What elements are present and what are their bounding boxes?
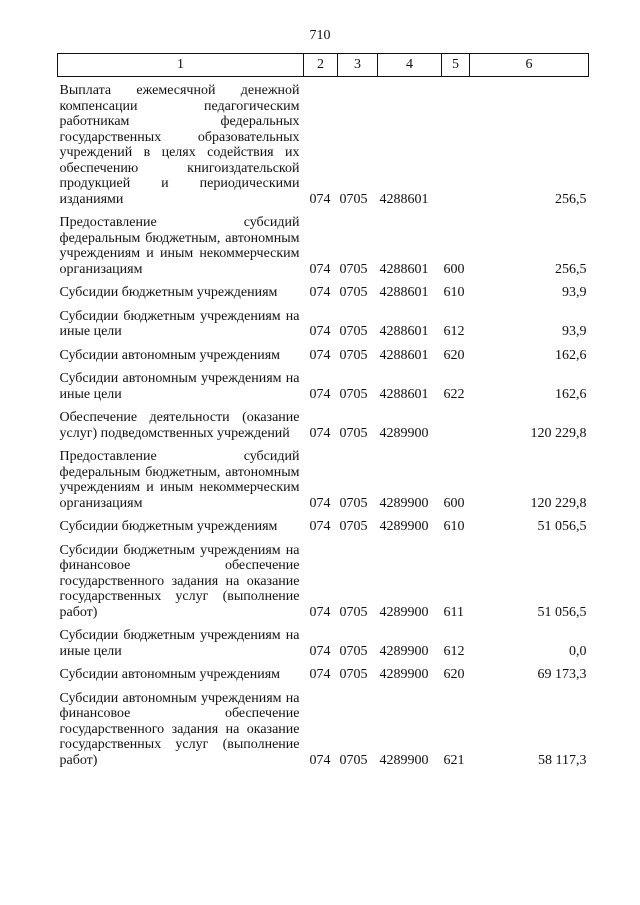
row-expense-type: 612	[443, 643, 465, 659]
row-section-code: 0705	[339, 191, 368, 207]
row-target-code: 4288601	[379, 347, 429, 363]
column-header: 3	[338, 54, 378, 77]
row-name: Обеспечение деятельности (оказание услуг) подведомственных учреждений	[59, 410, 300, 441]
row-amount: 120 229,8	[530, 425, 587, 441]
row-ministry-code: 074	[309, 386, 331, 402]
row-name: Субсидии бюджетным учреждениям	[59, 519, 278, 534]
table-row	[58, 535, 589, 621]
row-name: Субсидии бюджетным учреждениям на иные цели	[59, 628, 300, 659]
column-header: 1	[58, 54, 304, 77]
row-target-code: 4289900	[379, 495, 429, 511]
row-name: Предоставление субсидий федеральным бюджетным, автономным учреждениям и иным некоммерческим организациям	[59, 449, 300, 511]
row-expense-type	[442, 402, 470, 441]
row-name: Субсидии автономным учреждениям на иные цели	[59, 371, 300, 402]
row-amount: 120 229,8	[530, 495, 587, 511]
row-name: Субсидии бюджетным учреждениям на финансовое обеспечение государственного задания на оказание государственных услуг (выполнение работ)	[59, 542, 300, 620]
table-row	[58, 301, 589, 340]
row-ministry-code: 074	[309, 425, 331, 441]
row-target-code: 4289900	[379, 643, 429, 659]
table-row	[58, 683, 589, 769]
row-amount: 51 056,5	[537, 519, 587, 534]
row-amount: 51 056,5	[537, 604, 587, 620]
row-target-code: 4289900	[379, 667, 429, 682]
table-row	[58, 659, 589, 683]
row-amount: 256,5	[555, 191, 587, 207]
row-amount: 162,6	[555, 386, 587, 402]
page-number: 710	[309, 28, 331, 43]
row-name: Субсидии автономным учреждениям	[59, 667, 281, 682]
row-ministry-code: 074	[309, 347, 331, 363]
row-amount: 58 117,3	[538, 752, 587, 768]
row-expense-type: 622	[443, 386, 465, 402]
row-expense-type: 620	[443, 347, 465, 363]
row-ministry-code: 074	[309, 495, 331, 511]
row-section-code: 0705	[339, 604, 368, 620]
row-ministry-code: 074	[309, 191, 331, 207]
table-row	[58, 207, 589, 277]
row-name: Субсидии бюджетным учреждениям на иные цели	[59, 308, 300, 339]
row-section-code: 0705	[339, 425, 368, 441]
row-ministry-code: 074	[309, 519, 331, 534]
table-row	[58, 620, 589, 659]
row-section-code: 0705	[339, 643, 368, 659]
row-target-code: 4289900	[379, 425, 429, 441]
row-section-code: 0705	[339, 386, 368, 402]
row-target-code: 4288601	[379, 285, 429, 300]
row-expense-type: 610	[443, 285, 465, 300]
row-expense-type: 600	[443, 261, 465, 277]
column-header: 4	[378, 54, 442, 77]
row-name: Субсидии автономным учреждениям	[59, 347, 281, 363]
row-target-code: 4289900	[379, 752, 429, 768]
row-expense-type: 620	[443, 667, 465, 682]
row-section-code: 0705	[339, 347, 368, 363]
row-name: Субсидии бюджетным учреждениям	[59, 285, 278, 300]
row-target-code: 4289900	[379, 519, 429, 534]
table-row	[58, 277, 589, 301]
row-target-code: 4288601	[379, 191, 429, 207]
row-target-code: 4288601	[379, 261, 429, 277]
row-target-code: 4289900	[379, 604, 429, 620]
row-ministry-code: 074	[309, 667, 331, 682]
table-row	[58, 402, 589, 441]
row-section-code: 0705	[339, 519, 368, 534]
row-target-code: 4288601	[379, 324, 429, 339]
row-expense-type: 621	[443, 752, 465, 768]
table-row	[58, 77, 589, 208]
row-amount: 0,0	[569, 643, 587, 659]
row-section-code: 0705	[339, 752, 368, 768]
table-row	[58, 363, 589, 402]
row-name: Субсидии автономным учреждениям на финансовое обеспечение государственного задания на оказание государственных услуг (выполнение работ)	[59, 690, 300, 768]
table-row	[58, 340, 589, 364]
row-amount: 162,6	[555, 347, 587, 363]
row-target-code: 4288601	[379, 386, 429, 402]
row-amount: 93,9	[562, 324, 587, 339]
column-header: 5	[442, 54, 470, 77]
row-ministry-code: 074	[309, 285, 331, 300]
row-ministry-code: 074	[309, 261, 331, 277]
row-section-code: 0705	[339, 495, 368, 511]
row-expense-type: 611	[443, 604, 464, 620]
table-body	[58, 77, 589, 769]
table-row	[58, 441, 589, 511]
row-ministry-code: 074	[309, 752, 331, 768]
row-amount: 93,9	[562, 285, 587, 300]
row-expense-type	[442, 77, 470, 208]
row-ministry-code: 074	[309, 604, 331, 620]
header-row	[58, 54, 589, 77]
row-ministry-code: 074	[309, 324, 331, 339]
row-section-code: 0705	[339, 285, 368, 300]
row-section-code: 0705	[339, 261, 368, 277]
table-row	[58, 511, 589, 535]
row-expense-type: 600	[443, 495, 465, 511]
row-ministry-code: 074	[309, 643, 331, 659]
row-expense-type: 612	[443, 324, 465, 339]
row-section-code: 0705	[339, 667, 368, 682]
budget-table	[57, 53, 589, 768]
row-amount: 256,5	[555, 261, 587, 277]
row-name: Предоставление субсидий федеральным бюджетным, автономным учреждениям и иным некоммерческим организациям	[59, 215, 300, 277]
row-expense-type: 610	[443, 519, 465, 534]
row-name: Выплата ежемесячной денежной компенсации педагогическим работникам федеральных государственных образовательных учреждений в целях содействия их обеспечению книгоиздательской продукцией и периодическими изданиями	[59, 83, 300, 207]
row-amount: 69 173,3	[537, 667, 587, 682]
row-section-code: 0705	[339, 324, 368, 339]
column-header: 2	[304, 54, 338, 77]
column-header: 6	[470, 54, 589, 77]
